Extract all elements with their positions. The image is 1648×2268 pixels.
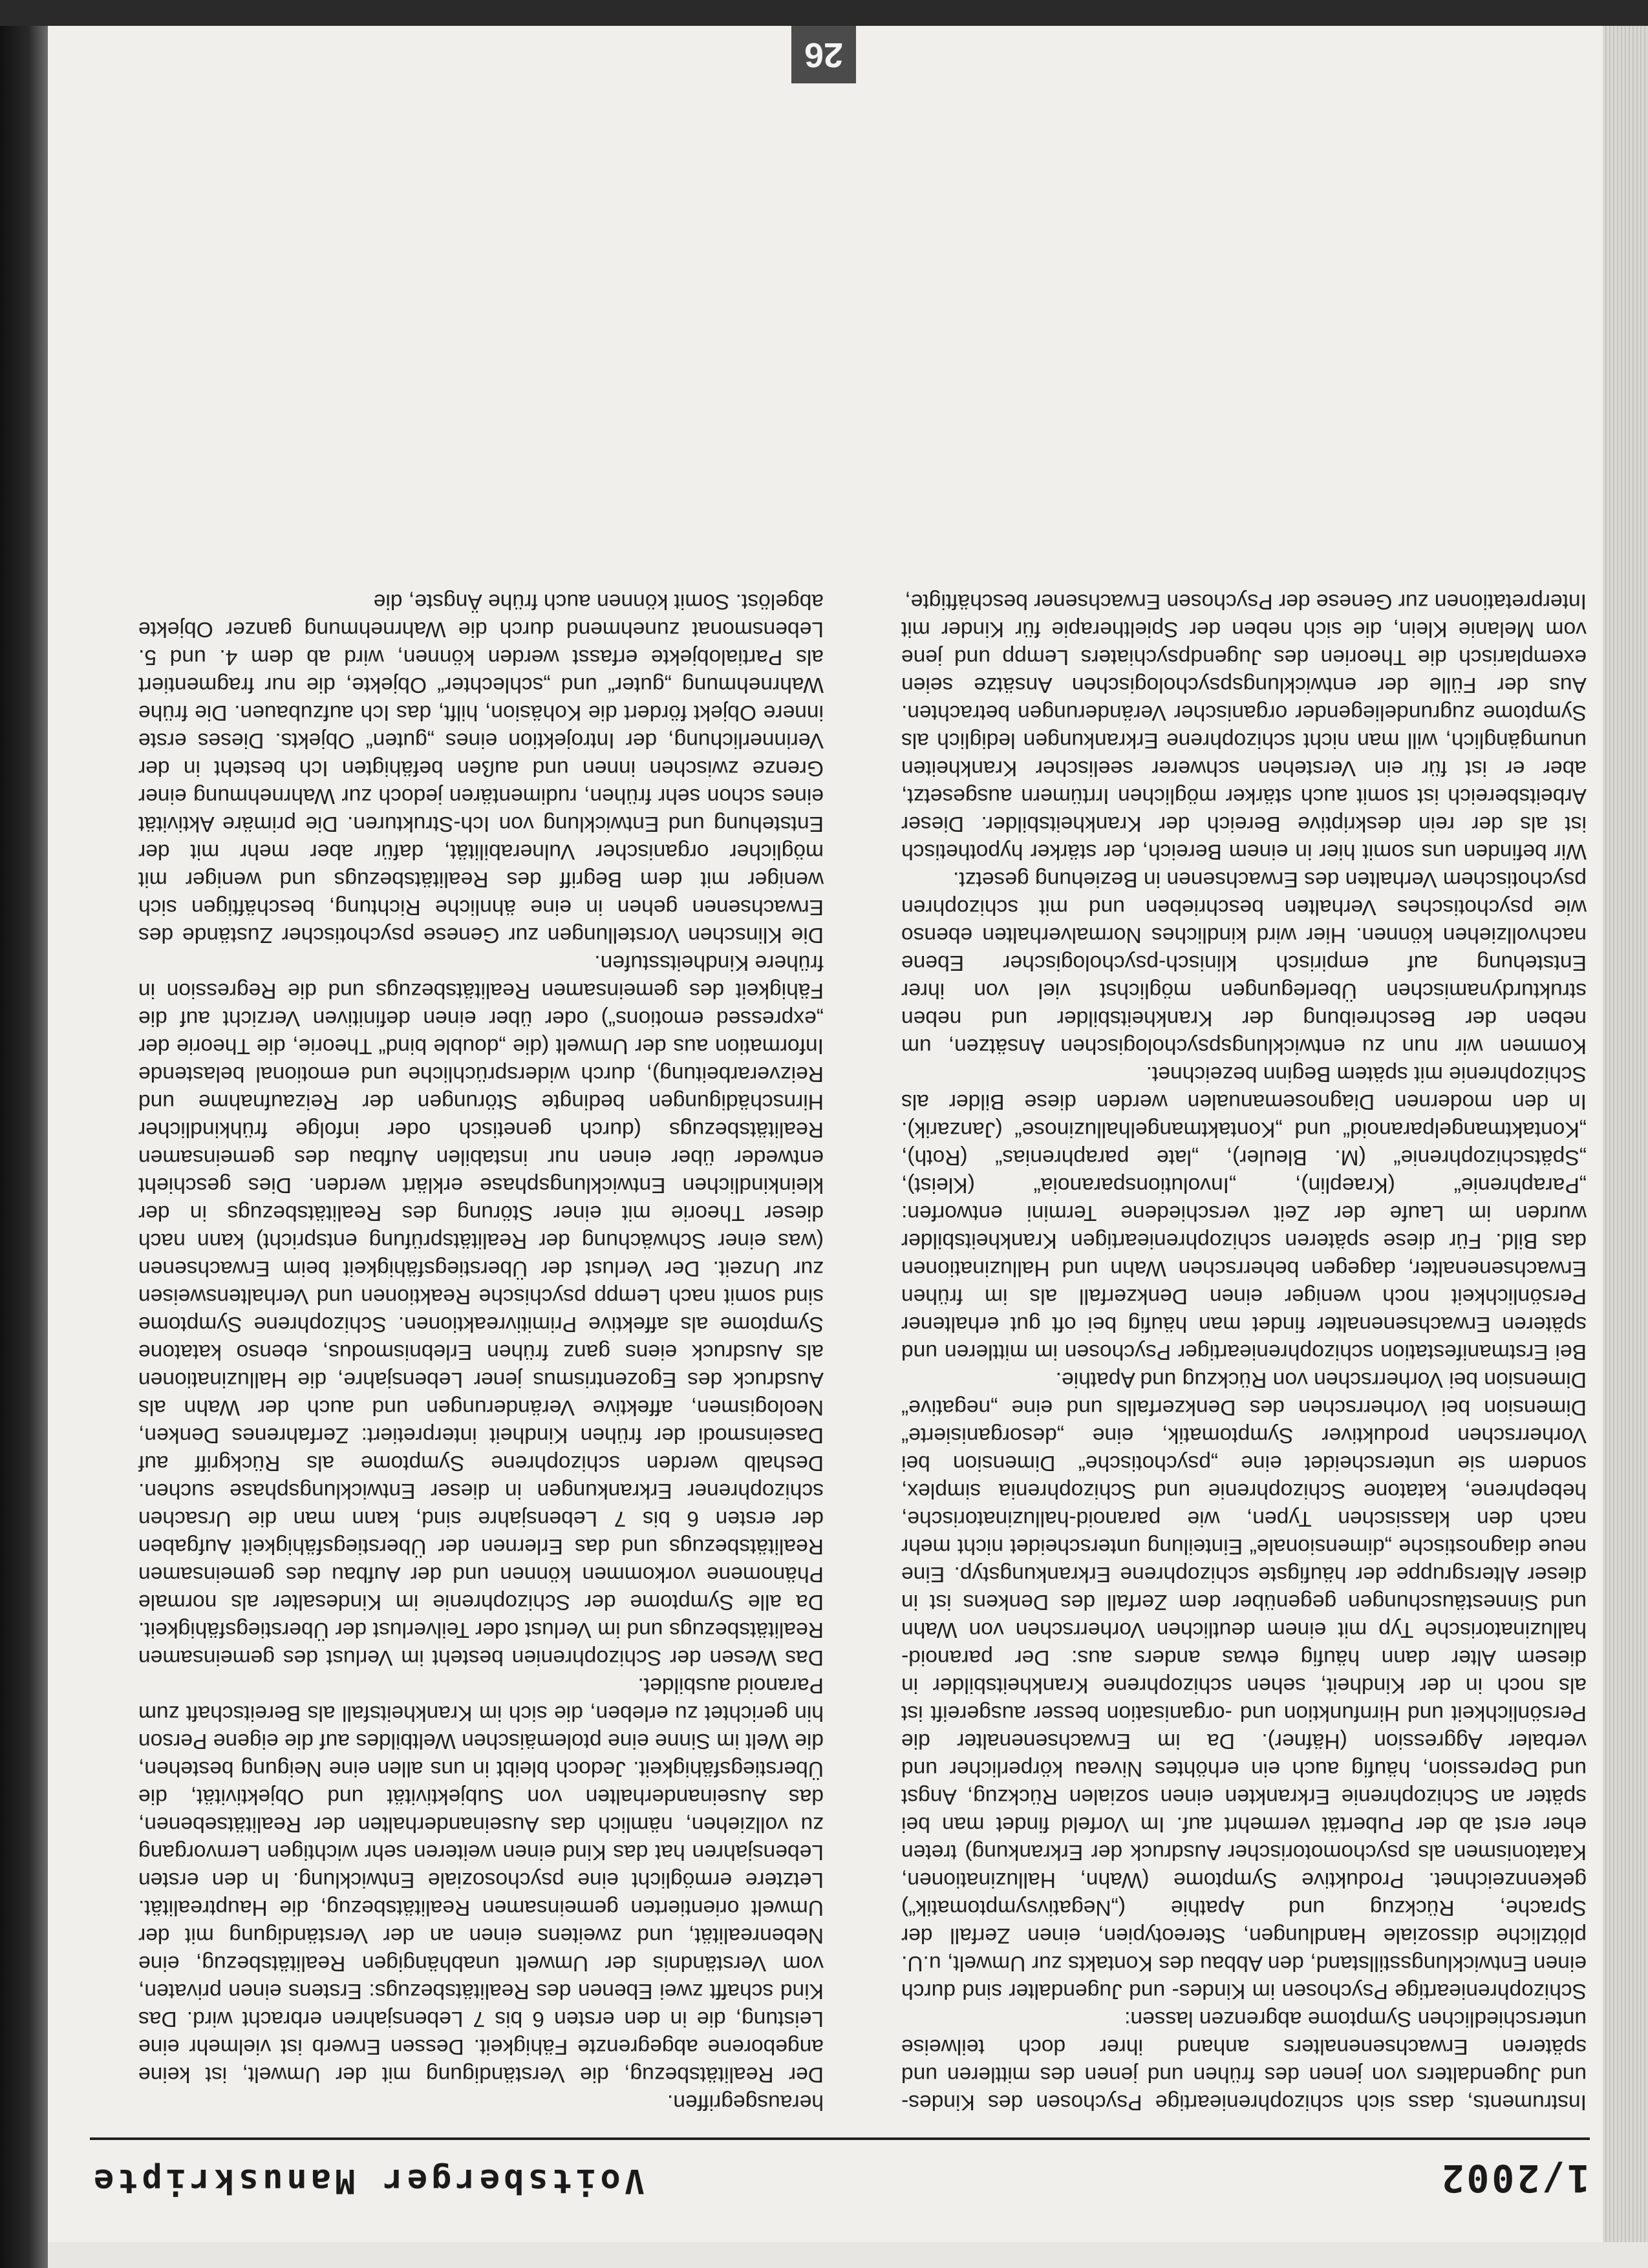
paragraph: Wir befinden uns somit hier in einem Bereich, der stärker hypothetisch ist als der rein deskriptive Bereich der Krankheitsbilder. Dieser Arbeitsbereich ist somit auch stärker möglichen Irrtümern ausgesetzt, aber er ist für ein Verstehen schwerer seelischer Krankheiten unumgänglich, will man nicht schizophrene Erkrankungen lediglich als Symptome zugrundeliegender organischer Veränderungen betrachten. Aus der Fülle der entwicklungspsychologischen Ansätze seien exemplarisch die Theorien des Jugendpsychiaters Lempp und jene vom Melanie Klein, die sich neben der Spieltherapie für Kinder mit Interpretationen zur Genese der Psychosen Erwachsener beschäftigte, xyxy=(901,589,1587,864)
scan-dark-edge xyxy=(0,0,48,2268)
paragraph: Bei Erstmanifestation schizophrenieartiger Psychosen im mittleren und späteren Erwachsenenalter findet man häufig bei oft gut erhaltener Persönlichkeit noch weniger einen Denkzerfall als im frühen Erwachsenenalter, dagegen beherrschen Wahn und Halluzinationen das Bild. Für diese späteren schizophrenieartigen Krankheitsbilder wurden im Laufe der Zeit verschiedene Termini entworfen: „Paraphrenie“ (Kraeplin), „Involutionsparanoia“ (Kleist), „Spätschizophrenie“ (M. Bleuler), „late paraphrenias“ (Roth), „Kontaktmangelparanoid“ und „Kontaktmangelhalluzinose“ (Janzarik). In den modernen Diagnosemanualen werden diese Bilder als Schizophrenie mit spätem Beginn bezeichnet. xyxy=(901,1062,1587,1364)
paragraph: Das Wesen der Schizophrenien besteht im Verlust des gemeinsamen Realitätsbezugs und im Verlust oder Teilverlust der Überstiegsfähigkeit. Da alle Symptome der Schizophrenie im Kindesalter als normale Phänomene vorkommen können und der Aufbau des gemeinsamen Realitätsbezugs und das Erlernen der Überstiegsfähigkeit Aufgaben der ersten 6 bis 7 Lebensjahre sind, kann man die Ursachen schizophrener Erkrankungen in dieser Entwicklungsphase suchen. Deshalb werden schizophrene Symptome als Rückgriff auf Daseinsmodi der frühen Kindheit interpretiert: Zerfahrenes Denken, Neologismen, affektive Veränderungen und auch der Wahn als Ausdruck des Egozentrismus jener Lebensjahre, die Halluzinationen als Ausdruck eiens ganz frühen Erlebnismodus, ebenso katatone Symptome als affektive Primitivreaktionen. Schizophrene Symptome sind somit nach Lempp psychische Reaktionen und Verhaltensweisen zur Unzeit. Der Verlust der Überstiegsfähigkeit beim Erwachsenen (was einer Schwächung der Realitätsprüfung entspricht) kann nach dieser Theorie mit einer Störung des Realitätsbezugs in der kleinkindlichen Entwicklungsphase erklärt werden. Dies geschieht entweder über einen nur instabilen Aufbau des gemeinsamen Realitätsbezugs (durch genetisch oder infolge frühkindlicher Hirnschädigungen bedingte Störungen der Reizaufnahme und Reizverarbeitung), durch widersprüchliche und emotional belastende Information aus der Umwelt (die „double bind“ Theorie, die Theorie der „expressed emotions“) oder über einen definitiven Verzicht auf die Fähigkeit des gemeinsamen Realitätsbezugs und die Regression in frühere Kindheitsstufen. xyxy=(138,951,824,1669)
book-page-edges xyxy=(1603,26,1648,2242)
running-header xyxy=(90,2148,1590,2200)
journal-title: Voitsberger Manuskripte xyxy=(90,2161,645,2200)
scan-bottom-edge xyxy=(0,0,1648,26)
issue-number: 1/2002 xyxy=(1439,2156,1590,2200)
paragraph: Kommen wir nun zu entwicklungspsychologischen Ansätzen, um neben der Beschreibung der Krankheitsbilder und neben strukturdynamischen Überlegungen möglichst viel von ihrer Entstehung auf empirisch klinisch-psychologischer Ebene nachvollziehen können. Hier wird kindliches Normalverhalten ebenso wie psychotisches Verhalten beschrieben und mit schizophren psychotischem Verhalten des Erwachsenen in Beziehung gesetzt. xyxy=(901,867,1587,1058)
paragraph: Der Realitätsbezug, die Verständigung mit der Umwelt, ist keine angeborene abgegrenzte Fähigkeit. Dessen Erwerb ist vielmehr eine Leistung, die in den ersten 6 bis 7 Lebensjahren erbracht wird. Das Kind schafft zwei Ebenen des Realitätsbezugs: Erstens einen privaten, vom Verständnis der Umwelt unabhängigen Realitätsbezug, eine Nebenrealität, und zweitens einen an der Verständigung mit der Umwelt orientierten gemeinsamen Realitätsbezug, die Hauptrealität. Letztere ermöglicht eine psychosoziale Entwicklung. In den ersten Lebensjahren hat das Kind einen weiteren sehr wichtigen Lernvorgang zu vollziehen, nämlich das Auseinanderhalten der Realitätsebenen, das Auseinanderhalten von Subjektivität und Objektivität, die Überstiegsfähigkeit. Jedoch bleibt in uns allen eine Neigung bestehen, die Welt im Sinne eine ptolemäischen Weltbildes auf die eigene Person hin gerichtet zu erleben, die sich im Krankheitsfall als Bereitschaft zum Paranoid ausbildet. xyxy=(138,1673,824,2086)
text-column-left xyxy=(901,125,1587,2116)
header-rule xyxy=(90,2137,1590,2140)
paragraph: Die Klinschen Vorstellungen zur Genese psychotischer Zustände des Erwachsenen gehen in eine ähnliche Richtung, beschäftigen sich weniger mit dem Begriff des Realitätsbezugs und weniger mit möglicher organischer Vulnerabilität, dafür aber mehr mit der Entstehung und Entwicklung von Ich-Strukturen. Die primäre Aktivität eines schon sehr frühen, rudimentären jedoch zur Wahrnehmung einer Grenze zwischen innen und außen befähigten Ich besteht in der Verinnerlichung, der Introjektion eines „guten“ Objekts. Dieses erste innere Objekt fördert die Kohäsion, hilft, das Ich aufzubauen. Die frühe Wahrnehmung „guter“ und „schlechter“ Objekte, die nur fragmentiert als Partialobjekte erfasst werden können, wird ab dem 4. und 5. Lebensmonat zunehmend durch die Wahrnehmung ganzer Objekte abgelöst. Somit können auch frühe Ängste, die xyxy=(138,589,824,947)
paragraph: Instruments, dass sich schizophrenieartige Psychosen des Kindes- und Jugendalters von jenen des frühen und jenen des mittleren und späteren Erwachsenenalters anhand ihrer doch teilweise unterschiedlichen Symptome abgrenzen lassen: xyxy=(901,2007,1587,2114)
paragraph: herausgegriffen. xyxy=(667,2090,824,2114)
page-number: 26 xyxy=(791,26,856,83)
paragraph: Schizophrenieartige Psychosen im Kindes- und Jugendalter sind durch einen Entwicklungsstillstand, den Abbau des Kontakts zur Umwelt, u.U. plötzliche dissoziale Handlungen, Stereotypien, einen Zerfall der Sprache, Rückzug und Apathie („Negativsymptomatik“) gekennzeichnet. Produktive Symptome (Wahn, Halluzinationen, Katatonismen als psychomotorischer Ausdruck der Erkrankung) treten eher erst ab der Pubertät vermehrt auf. Im Vorfeld findet man bei später an Schizophrenie Erkrankten einen sozialen Rückzug, Angst und Depression, häufig auch ein erhöhtes Niveau körperlicher und verbaler Aggression (Häfner). Da im Erwachsenenalter die Persönlichkeit und Hirnfunktion und -organisation besser ausgereift ist als noch in der Kindheit, sehen schizophrene Krankheitsbilder in diesem Alter dann häufig etwas anders aus: Der paranoid-halluzinatorische Typ mit einem deutlichen Vorherrschen von Wahn und Sinnestäuschungen gegenüber dem Zerfall des Denkens ist in dieser Altersgruppe der häufigste schizophrene Erkrankungstyp. Eine neue diagnostische „dimensionale“ Einteilung unterscheidet nicht mehr nach den klassischen Typen, wie paranoid-halluzinatorische, hebephrene, katatone Schizophrenie und Schizophrenia simplex, sondern sie unterscheidet eine „psychotische“ Dimension bei Vorherrschen produktiver Symptomatik, eine „desorganisierte“ Dimension bei Vorherrschen des Denkzerfalls und eine „negative“ Dimension bei Vorherrschen von Rückzug und Apathie. xyxy=(901,1368,1587,2003)
text-column-right xyxy=(138,125,824,2116)
